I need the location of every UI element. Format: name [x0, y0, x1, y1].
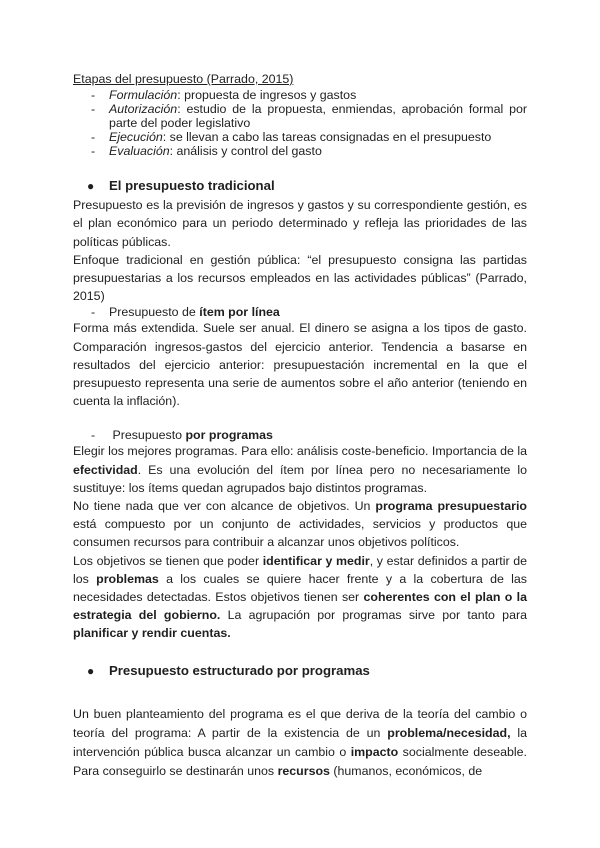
etapa-term: Evaluación [109, 144, 170, 159]
etapa-text: : propuesta de ingresos y gastos [177, 88, 357, 103]
etapa-term: Formulación [109, 88, 178, 103]
bullet-dot: ● [87, 179, 95, 194]
section-heading-estructurado: ● Presupuesto estructurado por programas [73, 661, 527, 681]
etapa-item [73, 88, 527, 102]
subitem-por-programas: - Presupuesto por programas [91, 428, 273, 443]
etapa-term: Ejecución [109, 130, 163, 145]
paragraph: Los objetivos se tienen que poder identificar y medir, y estar definidos a partir de los problemas a los cuales se quiere hacer frente y a la cobertura de las necesidades detectadas. Estos objetivos tienen ser coherentes con el plan o la estrategia del gobierno. La agrupación por programas sirve por tanto para planificar y rendir cuentas. [73, 553, 528, 641]
dash-mark: - [91, 428, 96, 443]
bullet-dot: ● [87, 663, 95, 678]
paragraph: Un buen planteamiento del programa es el que deriva de la teoría del cambio o teoría del programa: A partir de la existencia de un problema/necesidad, la intervención pública busca alcanzar un cambio o impacto socialmente deseable. Para conseguirlo se destinarán unos recursos (humanos, económicos, de [73, 706, 527, 779]
etapa-item [73, 144, 527, 158]
etapa-text: : estudio de la propuesta, enmiendas, aprobación formal por parte del poder legislativo [109, 102, 527, 131]
dash-mark: - [91, 130, 96, 145]
etapa-text: : análisis y control del gasto [169, 144, 322, 159]
paragraph: No tiene nada que ver con alcance de objetivos. Un programa presupuestario está compuesto por un conjunto de actividades, servicios y productos que consumen recursos para contribuir a alcanzar unos objetivos políticos. [73, 499, 527, 550]
paragraph: Elegir los mejores programas. Para ello: análisis coste-beneficio. Importancia de la efectividad. Es una evolución del ítem por línea pero no necesariamente lo sustituye: los ítems quedan agrupados bajo distintos programas. [73, 444, 527, 495]
etapa-item [73, 130, 527, 144]
etapa-term: Autorización [109, 102, 178, 117]
etapa-text: : se llevan a cabo las tareas consignadas en el presupuesto [162, 130, 492, 145]
subitem-item-por-linea: - Presupuesto de ítem por línea [91, 305, 280, 320]
document-body [73, 70, 527, 781]
etapa-item [73, 102, 527, 130]
paragraph: Forma más extendida. Suele ser anual. El dinero se asigna a los tipos de gasto. Comparación ingresos-gastos del ejercicio anterior. Tendencia a basarse en resultados del ejercicio anterior: presupuestación incremental en la que el presupuesto representa una serie de aumentos sobre el año anterior (teniendo en cuenta la inflación). [73, 321, 527, 409]
etapas-title: Etapas del presupuesto (Parrado, 2015) [73, 72, 294, 86]
paragraph: Enfoque tradicional en gestión pública: “el presupuesto consigna las partidas presupuestarias a los recursos empleados en las actividades públicas” (Parrado, 2015) [73, 252, 527, 304]
paragraph: Presupuesto es la previsión de ingresos y gastos y su correspondiente gestión, es el plan económico para un periodo determinado y refleja las prioridades de las políticas públicas. [73, 198, 527, 249]
section-heading-tradicional: ● El presupuesto tradicional [73, 176, 527, 196]
dash-mark: - [91, 144, 96, 159]
dash-mark: - [91, 305, 96, 320]
dash-mark: - [91, 88, 96, 103]
dash-mark: - [91, 102, 96, 117]
